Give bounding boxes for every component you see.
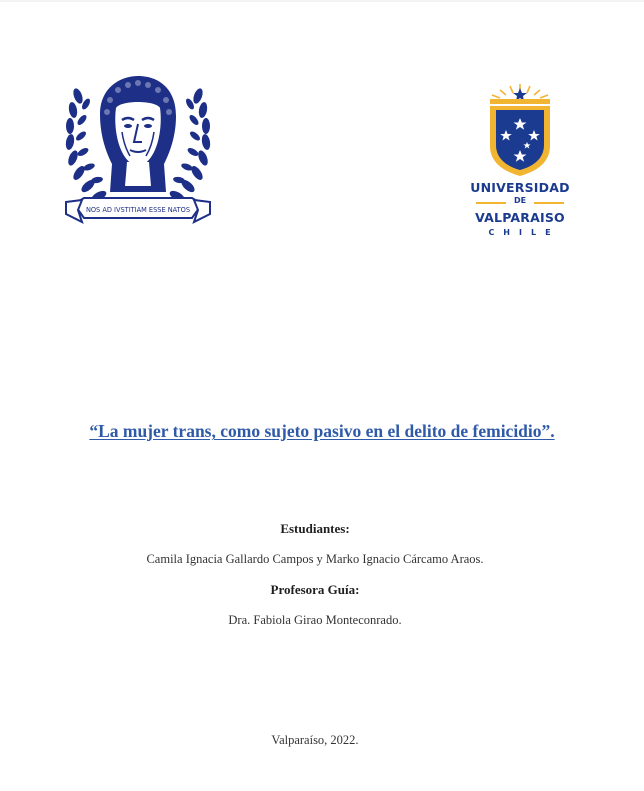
classical-head-icon: [100, 76, 176, 192]
gold-rule-right: [534, 202, 564, 204]
faculty-seal-logo: [60, 74, 216, 234]
university-de-row: [476, 196, 564, 208]
motto-ribbon-icon: [66, 198, 210, 222]
thesis-title: “La mujer trans, como sujeto pasivo en el delito de femicidio”.: [89, 421, 555, 441]
shield-stars-icon: [470, 82, 570, 178]
students-label: Estudiantes:: [280, 521, 350, 536]
university-name-line2: DE: [513, 196, 527, 205]
seal-motto: NOS AD IVSTITIAM ESSE NATOS: [85, 206, 191, 214]
university-name-line3: VALPARAISO: [475, 210, 565, 225]
place-date: Valparaíso, 2022.: [271, 733, 359, 747]
students-names: Camila Ignacia Gallardo Campos y Marko Ignacio Cárcamo Araos.: [146, 552, 484, 566]
university-name-line4: CHILE: [488, 228, 560, 237]
university-logo: [470, 82, 570, 242]
advisor-name: Dra. Fabiola Girao Monteconrado.: [228, 613, 402, 627]
university-name-line1: UNIVERSIDAD: [470, 180, 570, 195]
advisor-label: Profesora Guía:: [270, 582, 360, 597]
